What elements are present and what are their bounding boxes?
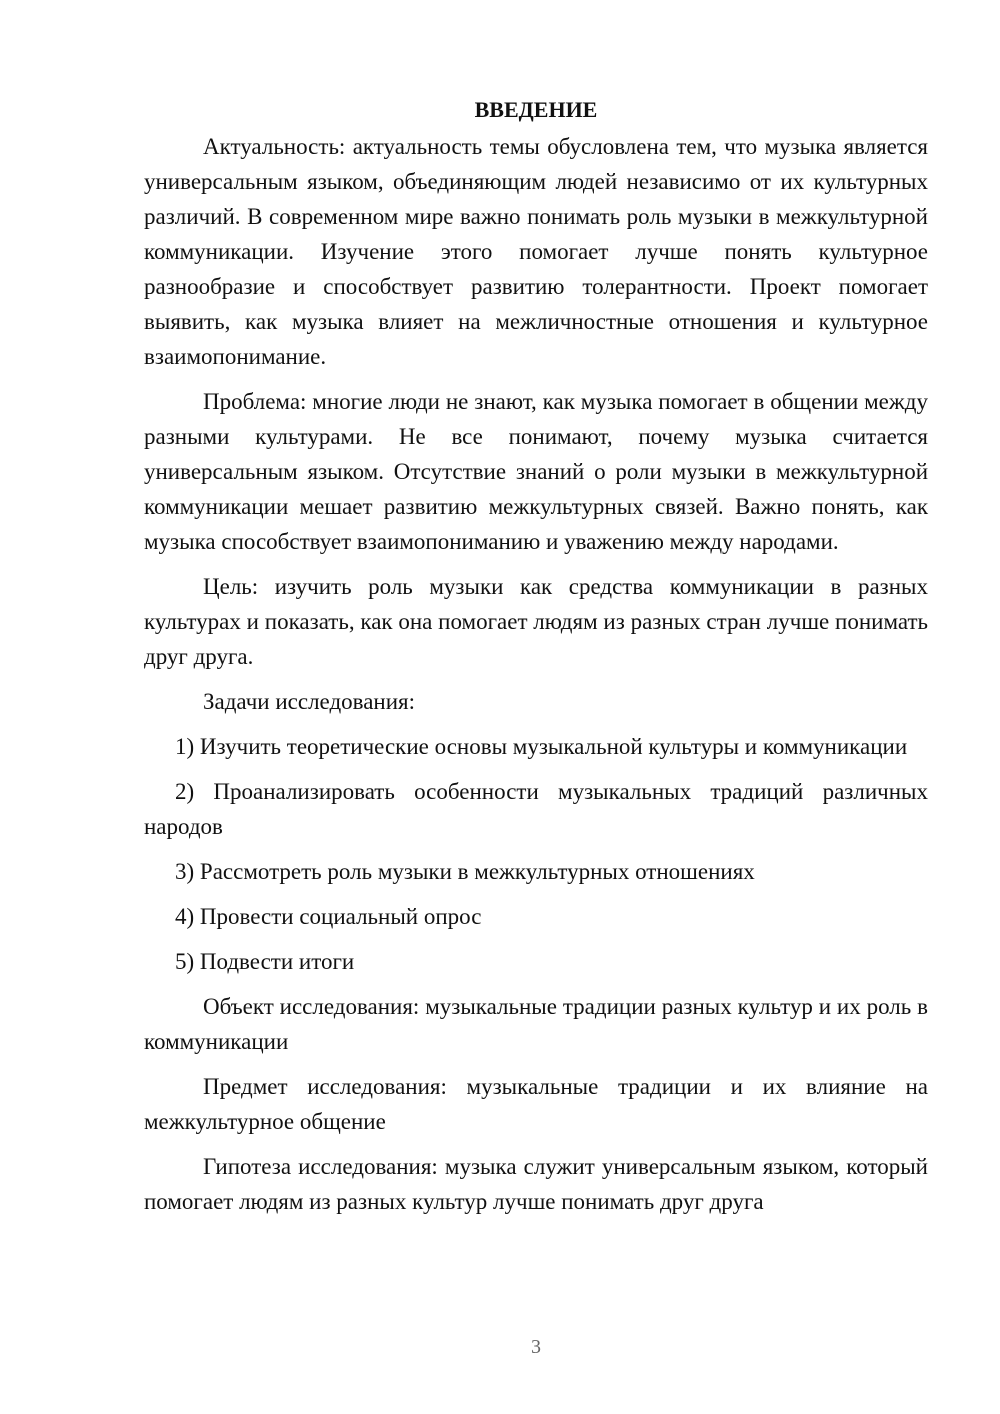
- task-item-1: 1) Изучить теоретические основы музыкальной культуры и коммуникации: [175, 734, 908, 759]
- paragraph-relevance: Актуальность: актуальность темы обусловлена тем, что музыка является универсальным языком, объединяющим людей независимо от их культурных различий. В современном мире важно понимать роль музыки в межкультурной коммуникации. Изучение этого помогает лучше понять культурное разнообразие и способствует развитию толерантности. Проект помогает выявить, как музыка влияет на межличностные отношения и культурное взаимопонимание.: [144, 134, 928, 369]
- page-content: [144, 92, 928, 1229]
- task-item-3: 3) Рассмотреть роль музыки в межкультурных отношениях: [175, 859, 755, 884]
- paragraph-goal: Цель: изучить роль музыки как средства коммуникации в разных культурах и показать, как она помогает людям из разных стран лучше понимать друг друга.: [144, 574, 928, 669]
- page-number: 3: [531, 1336, 541, 1358]
- task-item-5: 5) Подвести итоги: [175, 949, 355, 974]
- paragraph-problem: Проблема: многие люди не знают, как музыка помогает в общении между разными культурами. Не все понимают, почему музыка считается универсальным языком. Отсутствие знаний о роли музыки в межкультурной коммуникации мешает развитию межкультурных связей. Важно понять, как музыка способствует взаимопониманию и уважению между народами.: [144, 389, 928, 554]
- task-item-2: 2) Проанализировать особенности музыкальных традиций различных народов: [144, 779, 928, 839]
- paragraph-tasks-heading: Задачи исследования:: [203, 689, 416, 714]
- section-title: ВВЕДЕНИЕ: [474, 97, 598, 122]
- paragraph-object: Объект исследования: музыкальные традиции разных культур и их роль в коммуникации: [144, 994, 928, 1054]
- paragraph-hypothesis: Гипотеза исследования: музыка служит универсальным языком, который помогает людям из разных культур лучше понимать друг друга: [144, 1154, 928, 1214]
- paragraph-subject: Предмет исследования: музыкальные традиции и их влияние на межкультурное общение: [144, 1074, 928, 1134]
- task-item-4: 4) Провести социальный опрос: [175, 904, 482, 929]
